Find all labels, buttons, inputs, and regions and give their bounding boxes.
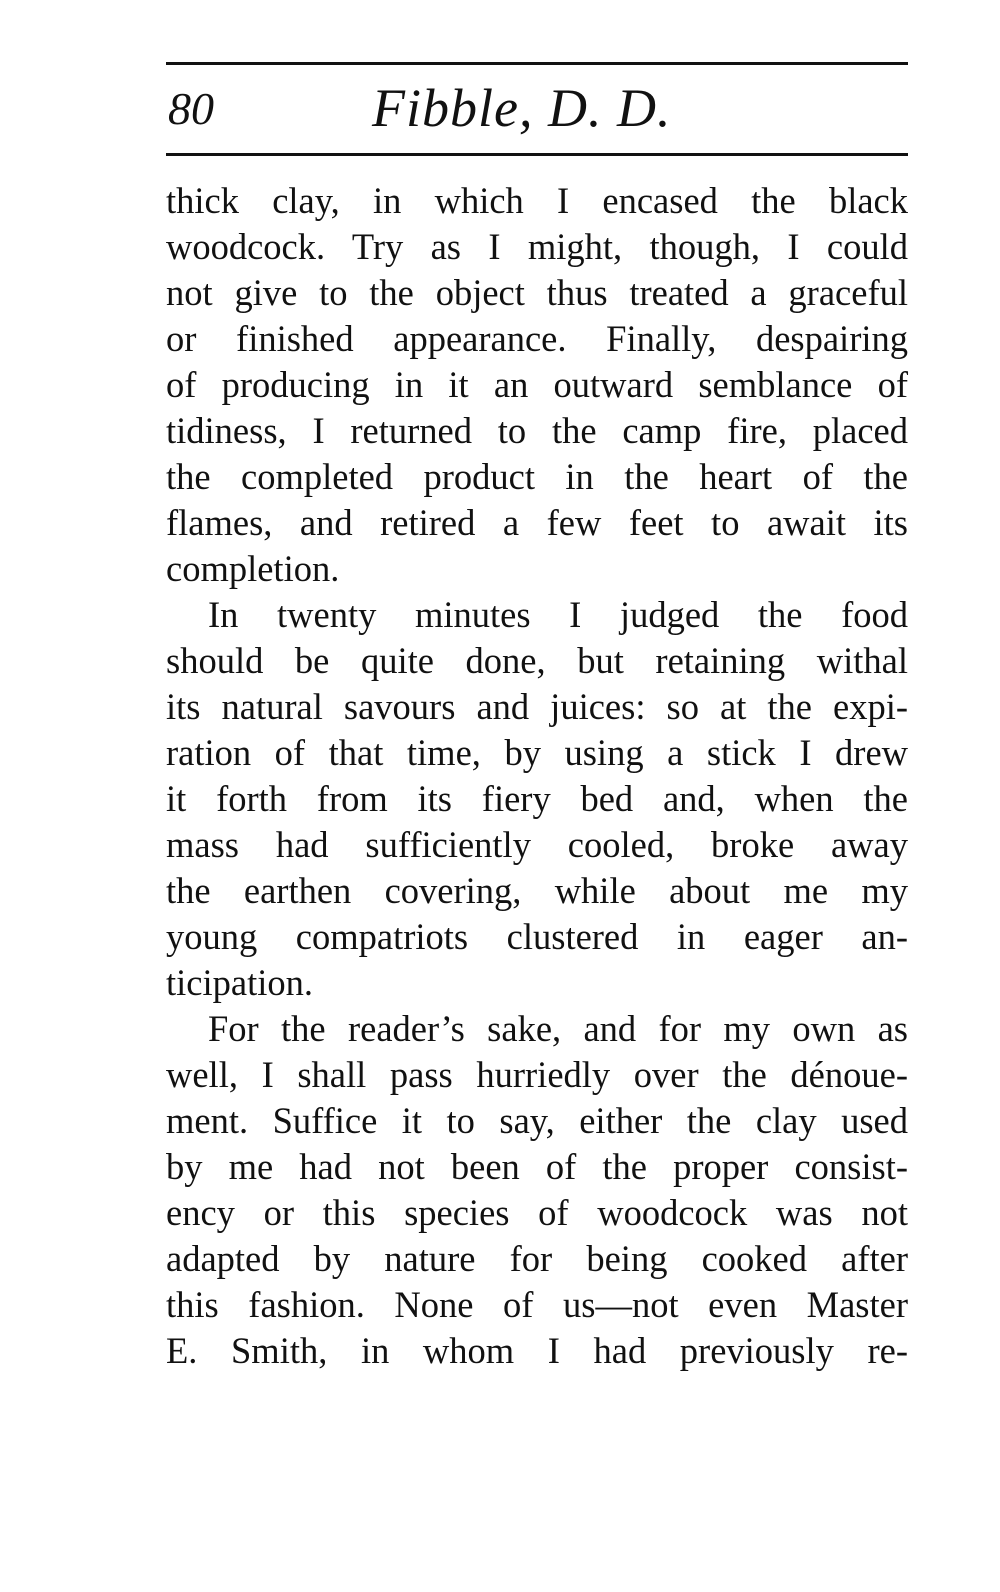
text-line: flames, and retired a few feet to await its bbox=[166, 502, 908, 543]
text-line: E. Smith, in whom I had previously re- bbox=[166, 1330, 908, 1371]
text-line: adapted by nature for being cooked after bbox=[166, 1238, 908, 1279]
text-line: or finished appearance. Finally, despairing bbox=[166, 318, 908, 359]
text-line: the completed product in the heart of the bbox=[166, 456, 908, 497]
running-header bbox=[166, 65, 908, 153]
text-line: completion. bbox=[166, 548, 340, 589]
paragraph-2 bbox=[166, 592, 908, 1006]
header-bottom-rule bbox=[166, 153, 908, 156]
book-page bbox=[166, 62, 908, 1374]
paragraph-3 bbox=[166, 1006, 908, 1374]
page-number: 80 bbox=[168, 83, 214, 134]
running-title: Fibble, D. D. bbox=[372, 78, 672, 138]
text-line: thick clay, in which I encased the black bbox=[166, 180, 908, 221]
text-line: by me had not been of the proper consist- bbox=[166, 1146, 908, 1187]
text-line: For the reader’s sake, and for my own as bbox=[208, 1008, 908, 1049]
text-line: should be quite done, but retaining withal bbox=[166, 640, 908, 681]
text-line: In twenty minutes I judged the food bbox=[208, 594, 908, 635]
text-line: mass had sufficiently cooled, broke away bbox=[166, 824, 908, 865]
text-line: this fashion. None of us—not even Master bbox=[166, 1284, 908, 1325]
text-line: woodcock. Try as I might, though, I could bbox=[166, 226, 908, 267]
text-line: tidiness, I returned to the camp fire, placed bbox=[166, 410, 908, 451]
text-line: ticipation. bbox=[166, 962, 313, 1003]
text-line: ency or this species of woodcock was not bbox=[166, 1192, 908, 1233]
text-line: of producing in it an outward semblance of bbox=[166, 364, 908, 405]
text-line: ration of that time, by using a stick I drew bbox=[166, 732, 908, 773]
text-line: its natural savours and juices: so at the expi- bbox=[166, 686, 908, 727]
body-text bbox=[166, 178, 908, 1374]
text-line: not give to the object thus treated a graceful bbox=[166, 272, 908, 313]
text-line: young compatriots clustered in eager an- bbox=[166, 916, 908, 957]
text-line: well, I shall pass hurriedly over the dénoue- bbox=[166, 1054, 908, 1095]
text-line: ment. Suffice it to say, either the clay used bbox=[166, 1100, 908, 1141]
text-line: the earthen covering, while about me my bbox=[166, 870, 908, 911]
text-line: it forth from its fiery bed and, when the bbox=[166, 778, 908, 819]
paragraph-1 bbox=[166, 178, 908, 592]
